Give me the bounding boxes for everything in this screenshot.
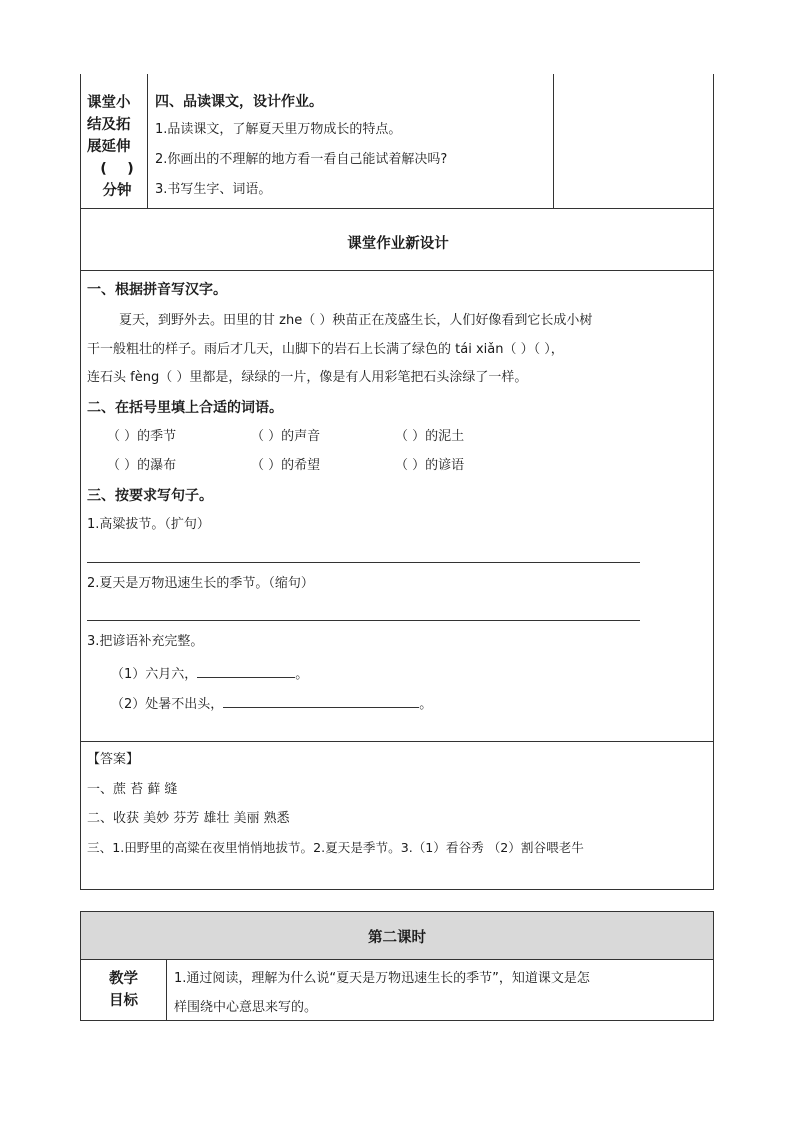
- question-item: 3.把谚语补充完整。: [87, 634, 204, 649]
- blank-phrase: （ ）的季节: [107, 429, 177, 444]
- row-divider: [81, 208, 713, 209]
- question-heading: 一、根据拼音写汉字。: [87, 282, 227, 298]
- col-divider: [166, 960, 167, 1020]
- label-line: 结及拓: [87, 117, 131, 133]
- answer-line[interactable]: [87, 562, 640, 563]
- table-header: [81, 912, 713, 960]
- blank-phrase: （ ）的声音: [251, 429, 321, 444]
- answer-line[interactable]: [87, 620, 640, 621]
- lesson-table: [80, 74, 714, 890]
- proverb-suffix: 。: [419, 697, 433, 712]
- proverb-prefix: （2）处暑不出头，: [111, 697, 224, 712]
- proverb-blank[interactable]: [223, 693, 419, 708]
- blank-phrase: （ ）的泥土: [395, 429, 465, 444]
- question-heading: 二、在括号里填上合适的词语。: [87, 400, 283, 416]
- blank-phrase: （ ）的希望: [251, 458, 321, 473]
- col-divider: [147, 74, 148, 208]
- homework-title: 课堂作业新设计: [347, 236, 449, 252]
- proverb-blank[interactable]: [197, 663, 295, 678]
- goal-text: 样围绕中心意思来写的。: [174, 1000, 318, 1015]
- row-label: [87, 92, 147, 202]
- label-line: 展延伸: [87, 139, 131, 155]
- answer-line-text: 二、收获 美妙 芬芳 雄壮 美丽 熟悉: [87, 811, 290, 826]
- goal-label-line: 教学: [109, 971, 138, 987]
- goal-label: [81, 968, 166, 1012]
- label-line: 课堂小: [87, 95, 131, 111]
- list-item: 3.书写生字、词语。: [155, 182, 272, 197]
- row-divider: [81, 741, 713, 742]
- question-text: 连石头 fèng（ ）里都是，绿绿的一片，像是有人用彩笔把石头涂绿了一样。: [87, 370, 528, 385]
- question-item: 2.夏天是万物迅速生长的季节。（缩句）: [87, 576, 314, 591]
- goal-label-line: 目标: [109, 993, 138, 1009]
- goal-text: 1.通过阅读，理解为什么说“夏天是万物迅速生长的季节”，知道课文是怎: [174, 971, 590, 986]
- col-divider: [553, 74, 554, 208]
- proverb-suffix: 。: [295, 667, 309, 682]
- section-heading: 四、品读课文，设计作业。: [155, 94, 323, 110]
- list-item: 2.你画出的不理解的地方看一看自己能试着解决吗?: [155, 152, 448, 167]
- blank-phrase: （ ）的瀑布: [107, 458, 177, 473]
- answer-heading: 【答案】: [87, 752, 140, 767]
- proverb-item: [111, 693, 432, 715]
- label-line: 分钟: [102, 183, 132, 199]
- lesson-title: 第二课时: [368, 930, 426, 946]
- blank-phrase: （ ）的谚语: [395, 458, 465, 473]
- question-heading: 三、按要求写句子。: [87, 488, 213, 504]
- question-text: 夏天，到野外去。田里的甘 zhe（ ）秧苗正在茂盛生长，人们好像看到它长成小树: [119, 313, 593, 328]
- proverb-item: [111, 663, 308, 685]
- answer-line-text: 三、1.田野里的高粱在夜里悄悄地拔节。2.夏天是季节。3.（1）看谷秀 （2）割谷喂老牛: [87, 840, 584, 855]
- label-line: ( ): [100, 161, 134, 177]
- proverb-prefix: （1）六月六，: [111, 667, 198, 682]
- question-item: 1.高粱拔节。（扩句）: [87, 517, 210, 532]
- second-lesson-table: [80, 911, 714, 1021]
- list-item: 1.品读课文，了解夏天里万物成长的特点。: [155, 122, 402, 137]
- row-divider: [81, 270, 713, 271]
- question-text: 干一般粗壮的样子。雨后才几天，山脚下的岩石上长满了绿色的 tái xiǎn（ ）（ ），: [87, 342, 564, 357]
- answer-line-text: 一、蔗 苔 藓 缝: [87, 782, 178, 797]
